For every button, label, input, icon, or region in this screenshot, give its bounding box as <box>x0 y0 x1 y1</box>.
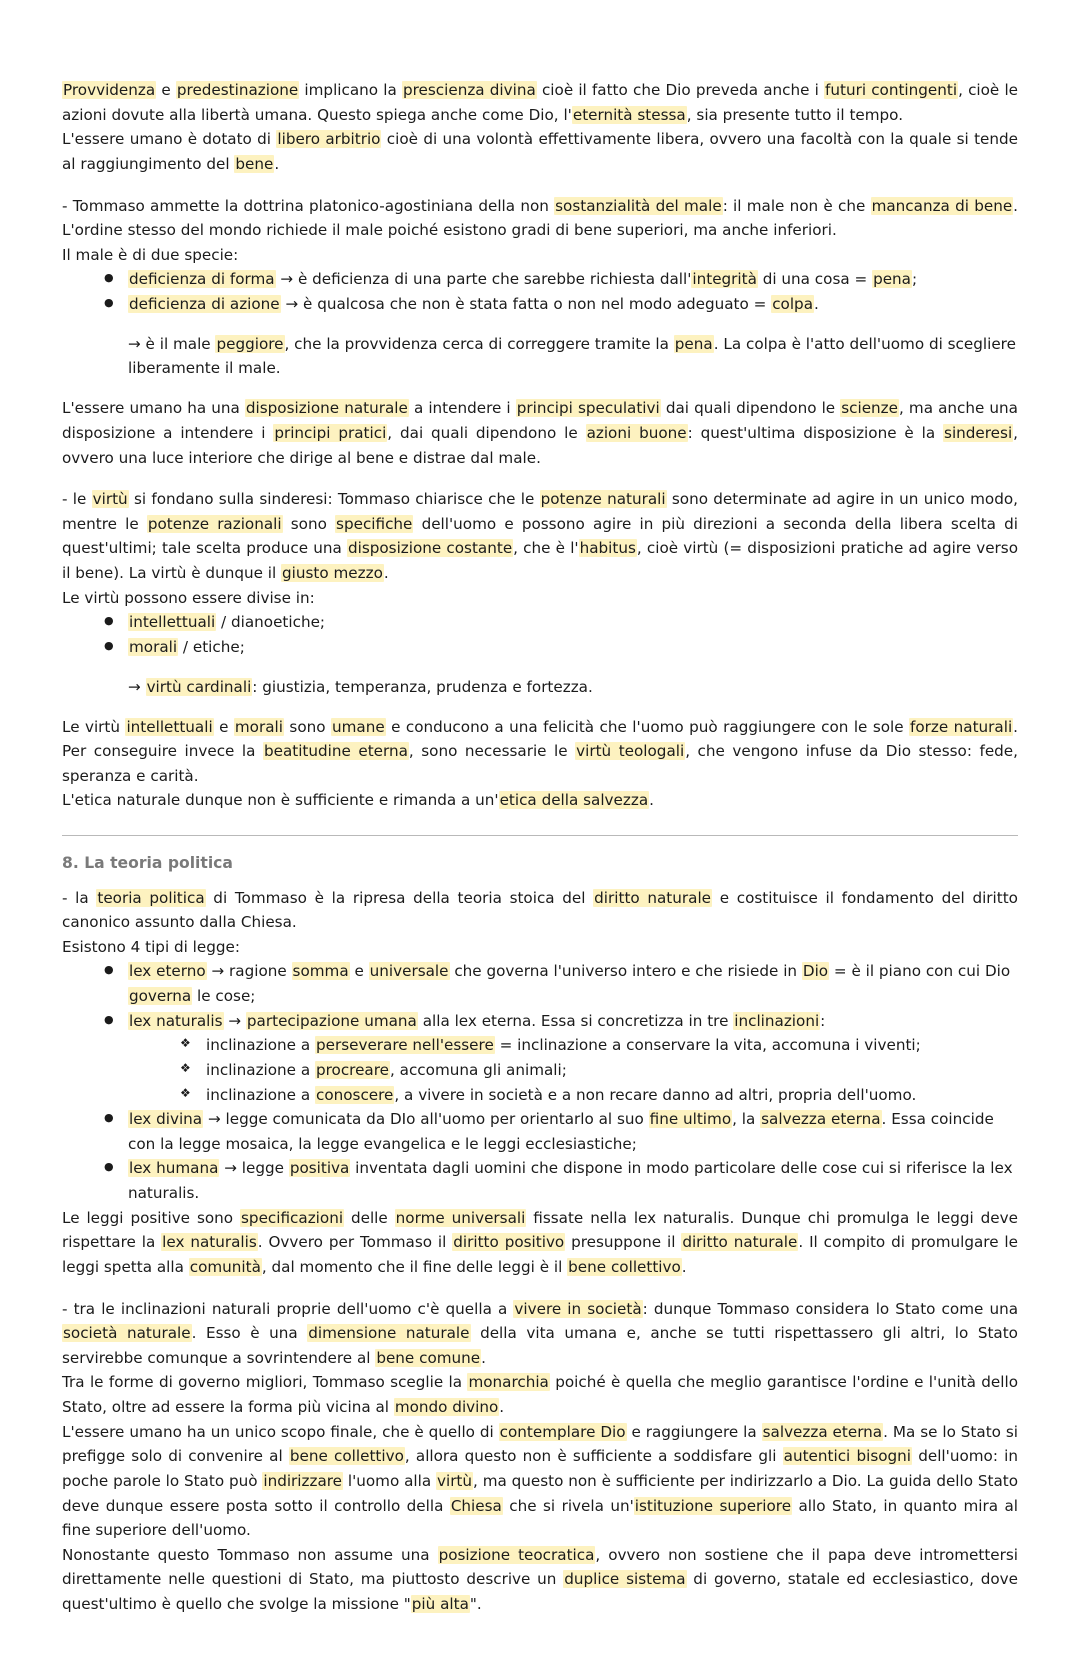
highlight: più alta <box>411 1595 469 1613</box>
highlight: principi speculativi <box>516 399 660 418</box>
highlight: habitus <box>579 539 636 558</box>
highlight: disposizione costante <box>347 539 513 558</box>
highlight: virtù cardinali <box>146 677 252 696</box>
highlight: procreare <box>315 1060 389 1079</box>
highlight: mondo divino <box>394 1398 499 1416</box>
paragraph-disposizione-naturale: L'essere umano ha una disposizione naturale a intendere i principi speculativi dai quali dipendono le scienze, ma anche una disposizione a intendere i principi pratici, dai quali dipendono le azioni buone: quest'ultima disposizione è la sinderesi, ovvero una luce interiore che dirige al bene e distrae dal male. <box>62 399 1018 467</box>
paragraph-posizione-teocratica: Nonostante questo Tommaso non assume una posizione teocratica, ovvero non sostiene che il papa deve intromettersi direttamente nelle questioni di Stato, ma piuttosto descrive un duplice sistema di governo, statale ed ecclesiastico, dove quest'ultimo è quello che svolge la missione "più alta". <box>62 1545 1018 1613</box>
list-item: ● lex humana → legge positiva inventata dagli uomini che dispone in modo particolare delle cose cui si riferisce la lex naturalis. <box>102 1156 1018 1205</box>
highlight: etica della salvezza <box>499 791 649 810</box>
highlight: norme universali <box>395 1208 526 1227</box>
highlight: dimensione naturale <box>308 1324 470 1343</box>
highlight: Dio <box>802 962 829 981</box>
highlight: monarchia <box>468 1373 549 1392</box>
highlight: eternità stessa <box>572 105 686 124</box>
highlight: Chiesa <box>450 1496 502 1515</box>
highlight: partecipazione umana <box>246 1011 417 1030</box>
spacer <box>62 470 1018 487</box>
section-heading: 8. La teoria politica <box>62 835 1018 877</box>
highlight: fine ultimo <box>649 1110 732 1129</box>
paragraph-sostanzialita-male: - Tommaso ammette la dottrina platonico-agostiniana della non sostanzialità del male: il male non è che mancanza di bene. L'ordine stesso del mondo richiede il male poiché esistono gradi di bene superiori, ma anche inferiori. <box>62 196 1018 240</box>
highlight: diritto positivo <box>453 1233 565 1252</box>
highlight: Provvidenza <box>63 81 156 99</box>
paragraph-virtu-sinderesi: - le virtù si fondano sulla sinderesi: Tommaso chiarisce che le potenze naturali sono determinate ad agire in un unico modo, mentre le potenze razionali sono specifiche dell'uomo e possono agire in più direzioni a seconda della libera scelta di quest'ultimi; tale scelta produce una disposizione costante, che è l'habitus, cioè virtù (= disposizioni pratiche ad agire verso il bene). La virtù è dunque il giusto mezzo. <box>62 490 1019 582</box>
highlight: società naturale <box>63 1324 191 1343</box>
spacer <box>62 177 1018 194</box>
list-leggi <box>62 959 1018 1205</box>
highlight: giusto mezzo <box>282 564 383 582</box>
highlight: deficienza di azione <box>129 295 280 313</box>
highlight: indirizzare <box>263 1471 343 1490</box>
highlight: teoria politica <box>97 888 205 907</box>
highlight: prescienza divina <box>402 81 536 99</box>
highlight: potenze razionali <box>147 514 282 533</box>
highlight: lex naturalis <box>129 1011 223 1030</box>
paragraph-quattro-leggi: Esistono 4 tipi di legge: <box>62 937 240 956</box>
highlight: morali <box>129 637 178 656</box>
list-item: ● deficienza di azione → è qualcosa che non è stata fatta o non nel modo adeguato = colpa. <box>102 292 1018 317</box>
highlight: pena <box>873 270 911 289</box>
highlight: conoscere <box>315 1085 394 1104</box>
highlight: lex humana <box>129 1159 219 1178</box>
highlight: principi pratici <box>274 423 387 442</box>
paragraph-etica-salvezza: L'etica naturale dunque non è sufficiente e rimanda a un'etica della salvezza. <box>62 791 654 810</box>
list-item: ● deficienza di forma → è deficienza di una parte che sarebbe richiesta dall'integrità di una cosa = pena; <box>102 267 1018 292</box>
paragraph-scopo-finale: L'essere umano ha un unico scopo finale, che è quello di contemplare Dio e raggiungere la salvezza eterna. Ma se lo Stato si prefigge solo di convenire al bene collettivo, allora questo non è sufficiente a soddisfare gli autentici bisogni dell'uomo: in poche parole lo Stato può indirizzare l'uomo alla virtù, ma questo non è sufficiente per indirizzarlo a Dio. La guida dello Stato deve dunque essere posta sotto il controllo della Chiesa che si rivela un'istituzione superiore allo Stato, in quanto mira al fine superiore dell'uomo. <box>62 1422 1019 1540</box>
spacer <box>62 1280 1018 1297</box>
list-male-specie <box>62 267 1018 316</box>
highlight: bene <box>235 154 274 173</box>
highlight: specificazioni <box>241 1208 344 1227</box>
highlight: potenze naturali <box>540 490 666 509</box>
highlight: azioni buone <box>586 423 687 442</box>
highlight: lex eterno <box>129 962 206 981</box>
highlight: duplice sistema <box>564 1570 686 1589</box>
paragraph-virtu-divise: Le virtù possono essere divise in: <box>62 588 315 607</box>
highlight: contemplare Dio <box>499 1422 626 1441</box>
highlight: lex naturalis <box>162 1233 257 1252</box>
highlight: peggiore <box>216 334 284 353</box>
highlight: scienze <box>841 399 898 418</box>
list-item: ● morali / etiche; <box>102 635 1018 660</box>
highlight: istituzione superiore <box>634 1496 792 1515</box>
paragraph-provvidenza: Provvidenza e predestinazione implicano la prescienza divina cioè il fatto che Dio preveda anche i futuri contingenti, cioè le azioni dovute alla libertà umana. Questo spiega anche come Dio, l'eternità stessa, sia presente tutto il tempo. <box>62 81 1019 124</box>
paragraph-male-specie: Il male è di due specie: <box>62 245 239 264</box>
paragraph-stato-societa: - tra le inclinazioni naturali proprie dell'uomo c'è quella a vivere in società: dunque Tommaso considera lo Stato come una società naturale. Esso è una dimensione naturale della vita umana e, anche se tutti rispettassero gli altri, lo Stato servirebbe comunque a sovrintendere al bene comune. <box>62 1299 1018 1367</box>
list-item: ● intellettuali / dianoetiche; <box>102 610 1018 635</box>
spacer <box>62 877 1018 886</box>
highlight: mancanza di bene <box>871 196 1013 215</box>
highlight: posizione teocratica <box>438 1545 595 1564</box>
list-virtu <box>62 610 1018 659</box>
highlight: virtù <box>436 1471 473 1490</box>
highlight: sostanzialità del male <box>555 196 722 215</box>
highlight: sinderesi <box>944 423 1013 442</box>
highlight: morali <box>234 717 283 736</box>
paragraph-virtu-teologali: Le virtù intellettuali e morali sono umane e conducono a una felicità che l'uomo può raggiungere con le sole forze naturali. Per conseguire invece la beatitudine eterna, sono necessarie le virtù teologali, che vengono infuse da Dio stesso: fede, speranza e carità. <box>62 717 1018 785</box>
highlight: diritto naturale <box>682 1233 798 1252</box>
highlight: lex divina <box>129 1110 203 1129</box>
highlight: salvezza eterna <box>761 1110 881 1129</box>
highlight: virtù <box>92 490 128 509</box>
highlight: autentici bisogni <box>783 1447 912 1466</box>
highlight: colpa <box>772 295 813 313</box>
list-item: ❖ inclinazione a procreare, accomuna gli animali; <box>180 1058 1018 1083</box>
paragraph-leggi-positive: Le leggi positive sono specificazioni delle norme universali fissate nella lex naturalis. Dunque chi promulga le leggi deve rispettare la lex naturalis. Ovvero per Tommaso il diritto positivo presuppone il diritto naturale. Il compito di promulgare le leggi spetta alla comunità, dal momento che il fine delle leggi è il bene collettivo. <box>62 1208 1018 1276</box>
highlight: diritto naturale <box>594 888 712 907</box>
highlight: governa <box>129 987 192 1005</box>
highlight: bene comune <box>376 1348 481 1367</box>
highlight: bene collettivo <box>289 1447 404 1466</box>
highlight: virtù teologali <box>576 742 685 761</box>
highlight: salvezza eterna <box>762 1422 883 1441</box>
list-item: ● lex eterno → ragione somma e universale che governa l'universo intero e che risiede in Dio = è il piano con cui Dio governa le cose; <box>102 959 1018 1008</box>
highlight: perseverare nell'essere <box>315 1036 494 1055</box>
list-item: ● lex naturalis → partecipazione umana alla lex eterna. Essa si concretizza in tre inclinazioni: ❖ inclinazione a perseverare nell'essere = inclinazione a conservare la vita, accomuna i viventi; ❖ inclinazione a procreare, accomuna gli animali; ❖ inclinazione a conoscere, a vivere in società e a non recare danno ad altri, propria dell'uomo. <box>102 1009 1018 1108</box>
highlight: integrità <box>692 270 757 289</box>
arrow-note-male-peggiore: → è il male peggiore, che la provvidenza cerca di correggere tramite la pena. La colpa è l'atto dell'uomo di scegliere liberamente il male. <box>128 334 1016 378</box>
paragraph-teoria-politica: - la teoria politica di Tommaso è la ripresa della teoria stoica del diritto naturale e costituisce il fondamento del diritto canonico assunto dalla Chiesa. <box>62 888 1018 932</box>
highlight: futuri contingenti <box>825 81 958 99</box>
highlight: disposizione naturale <box>245 399 408 418</box>
highlight: vivere in società <box>514 1299 642 1318</box>
list-item: ❖ inclinazione a conoscere, a vivere in società e a non recare danno ad altri, propria dell'uomo. <box>180 1083 1018 1108</box>
highlight: universale <box>369 962 449 981</box>
list-inclinazioni <box>128 1033 1018 1107</box>
highlight: intellettuali <box>129 613 216 632</box>
highlight: beatitudine eterna <box>263 742 408 761</box>
highlight: specifiche <box>336 514 413 533</box>
highlight: umane <box>331 717 385 736</box>
highlight: intellettuali <box>126 717 213 736</box>
highlight: somma <box>292 962 349 981</box>
paragraph-libero-arbitrio: L'essere umano è dotato di libero arbitrio cioè di una volontà effettivamente libera, ovvero una facoltà con la quale si tende al raggiungimento del bene. <box>62 130 1019 173</box>
highlight: positiva <box>289 1159 350 1178</box>
highlight: predestinazione <box>176 81 299 99</box>
highlight: forze naturali <box>910 717 1013 736</box>
arrow-note-virtu-cardinali: → virtù cardinali: giustizia, temperanza, prudenza e fortezza. <box>128 677 593 696</box>
list-item: ❖ inclinazione a perseverare nell'essere = inclinazione a conservare la vita, accomuna i viventi; <box>180 1033 1018 1058</box>
highlight: pena <box>674 334 713 353</box>
highlight: deficienza di forma <box>129 270 275 289</box>
paragraph-monarchia: Tra le forme di governo migliori, Tommaso sceglie la monarchia poiché è quella che meglio garantisce l'ordine e l'unità dello Stato, oltre ad essere la forma più vicina al mondo divino. <box>62 1373 1018 1416</box>
highlight: bene collettivo <box>568 1257 681 1276</box>
list-item: ● lex divina → legge comunicata da DIo all'uomo per orientarlo al suo fine ultimo, la salvezza eterna. Essa coincide con la legge mosaica, la legge evangelica e le leggi ecclesiastiche; <box>102 1107 1018 1156</box>
highlight: libero arbitrio <box>277 130 381 149</box>
highlight: inclinazioni <box>734 1011 820 1030</box>
highlight: comunità <box>189 1257 261 1276</box>
